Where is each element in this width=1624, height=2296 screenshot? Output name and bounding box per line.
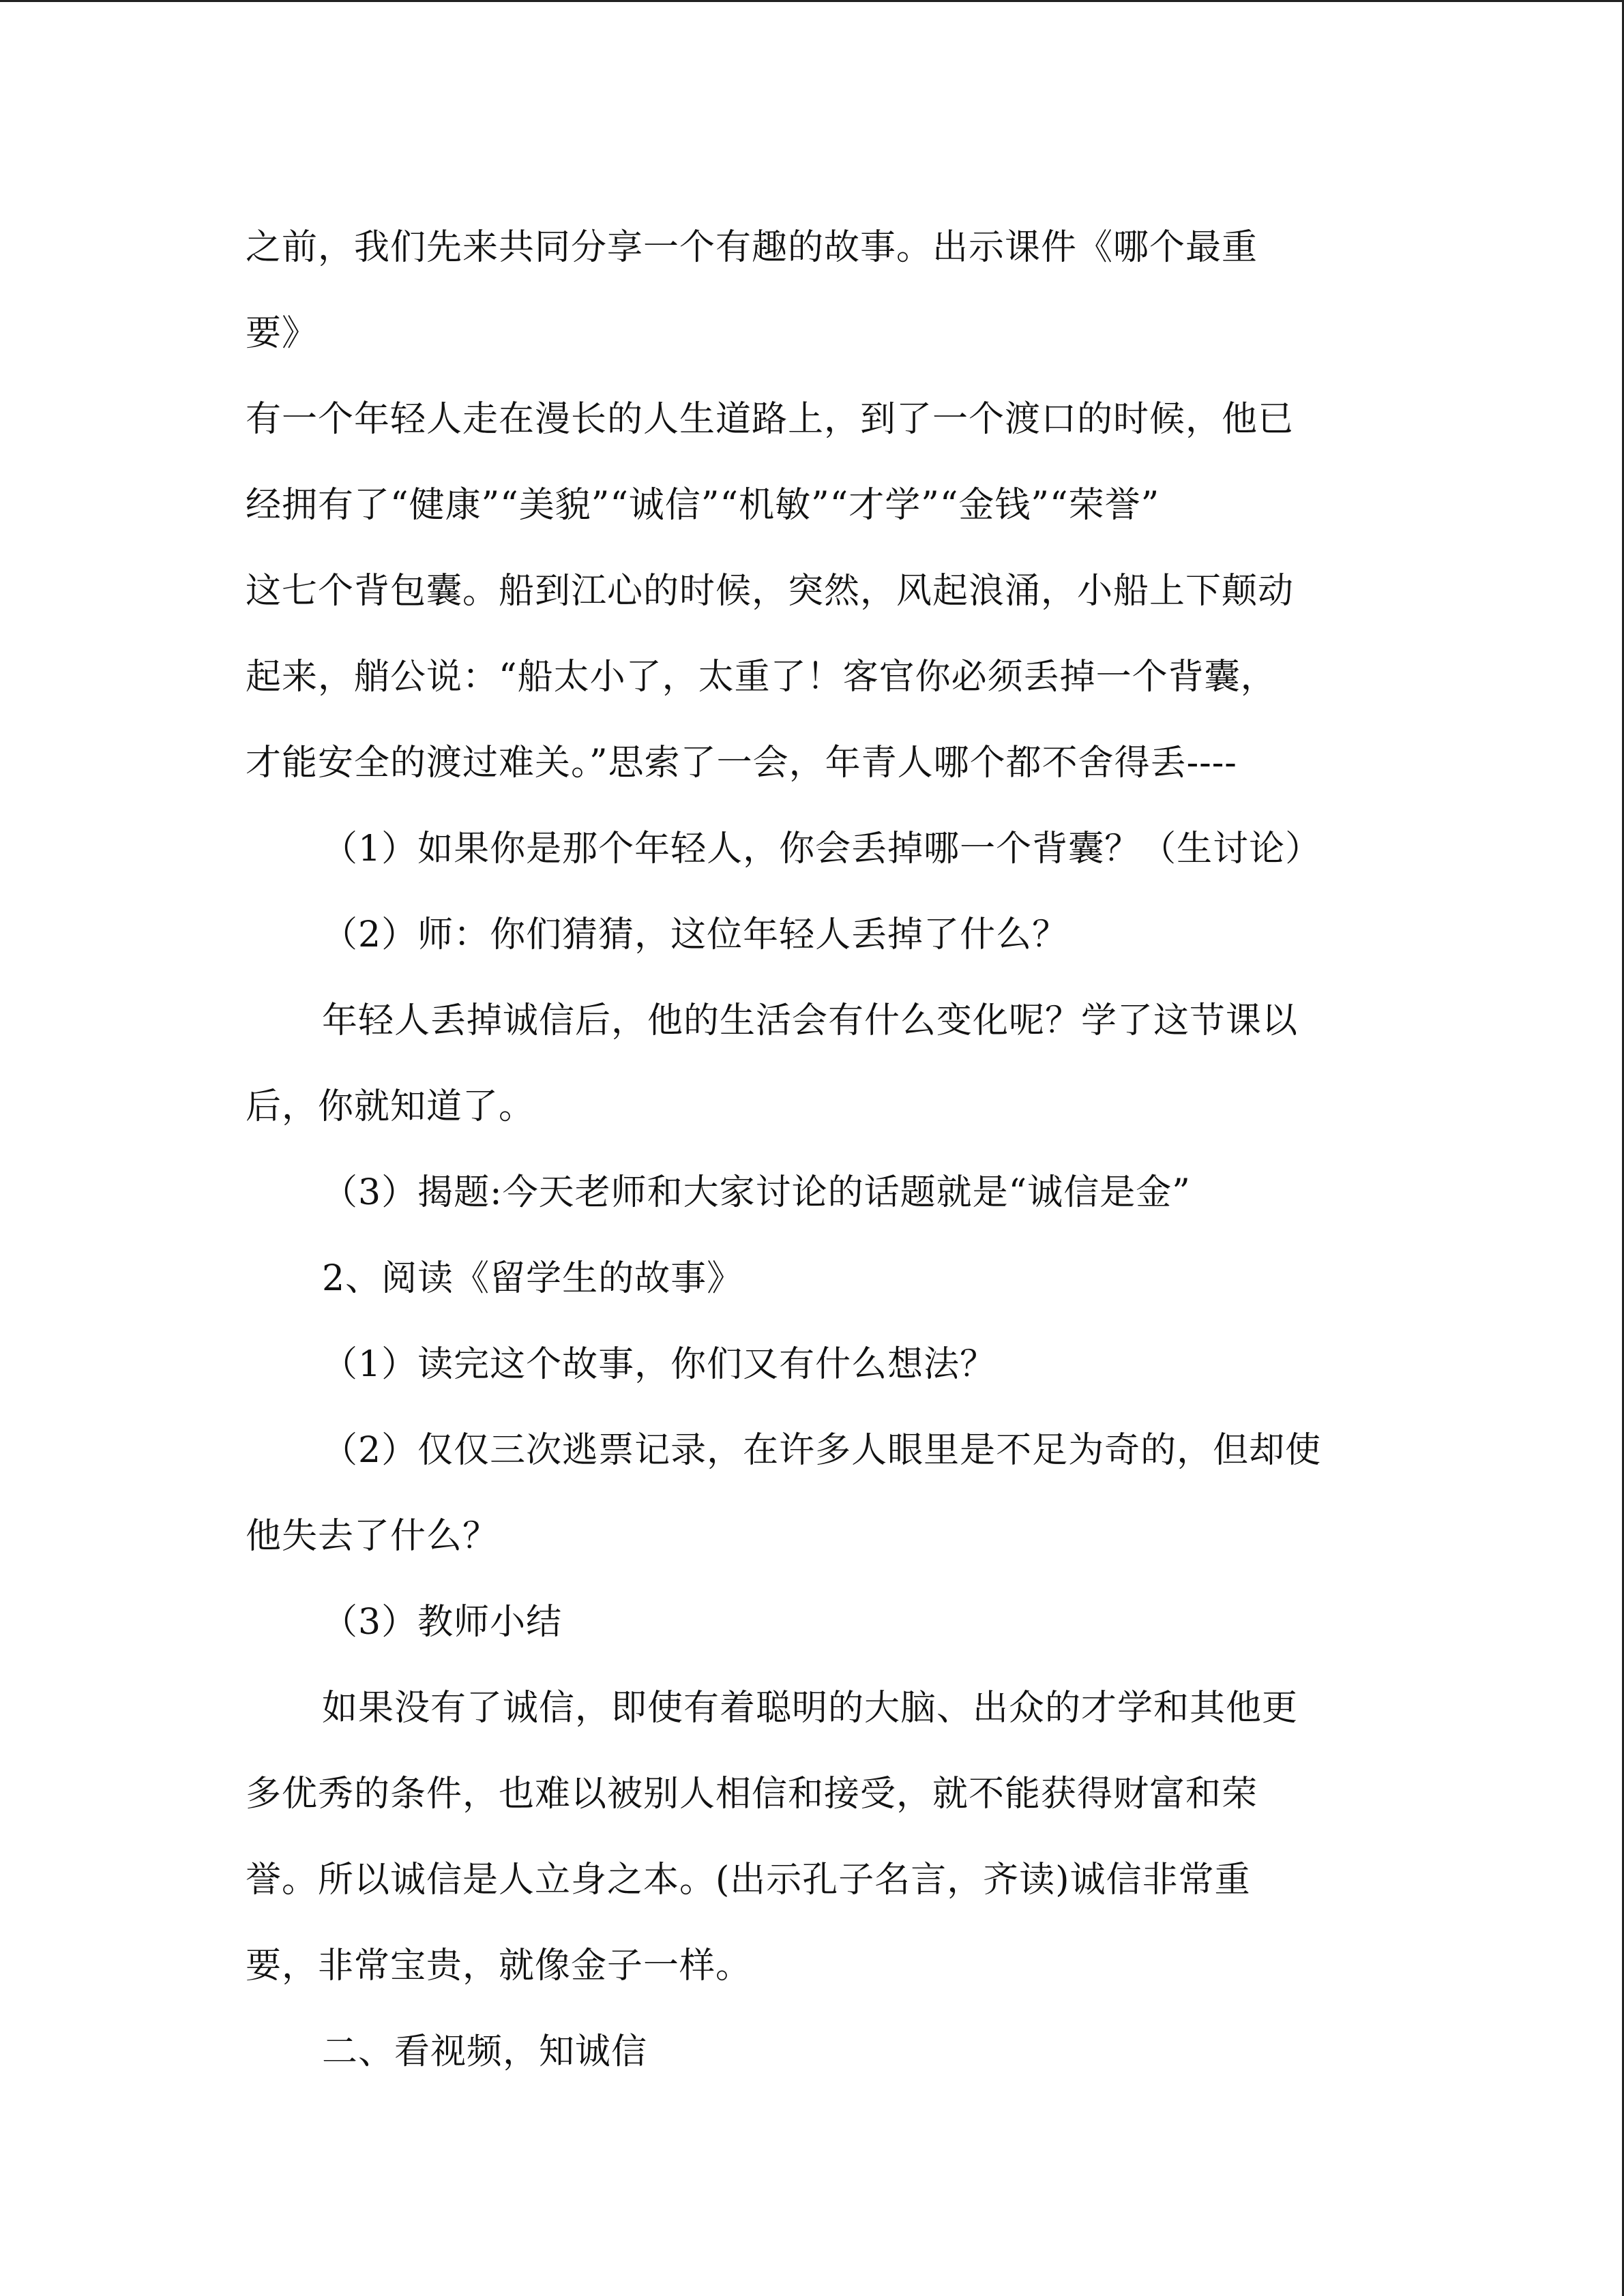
- text-line: 要，非常宝贵，就像金子一样。: [246, 1945, 752, 1986]
- text-line: 后，你就知道了。: [246, 1086, 535, 1127]
- text-line: （2）仅仅三次逃票记录，在许多人眼里是不足为奇的，但却使: [322, 1430, 1322, 1471]
- text-line: （3）教师小结: [322, 1602, 563, 1643]
- text-line: 2、阅读《留学生的故事》: [322, 1258, 743, 1299]
- text-line: 多优秀的条件，也难以被别人相信和接受，就不能获得财富和荣: [246, 1774, 1258, 1815]
- text-line: 年轻人丢掉诚信后，他的生活会有什么变化呢？学了这节课以: [322, 1000, 1299, 1041]
- text-line: 要》: [246, 313, 319, 354]
- text-line: 经拥有了“健康”“美貌”“诚信”“机敏”“才学”“金钱”“荣誉”: [246, 485, 1160, 526]
- text-line: 有一个年轻人走在漫长的人生道路上，到了一个渡口的时候，他已: [246, 399, 1295, 440]
- text-line: 誉。所以诚信是人立身之本。(出示孔子名言，齐读)诚信非常重: [246, 1860, 1251, 1900]
- text-line: 他失去了什么？: [246, 1516, 499, 1557]
- text-line: 之前，我们先来共同分享一个有趣的故事。出示课件《哪个最重: [246, 227, 1258, 268]
- text-line: 才能安全的渡过难关。”思索了一会，年青人哪个都不舍得丢----: [246, 743, 1237, 784]
- text-line: （1）如果你是那个年轻人，你会丢掉哪一个背囊？（生讨论）: [322, 829, 1322, 869]
- page-border-top: [0, 0, 1624, 2]
- text-line: 这七个背包囊。船到江心的时候，突然，风起浪涌，小船上下颠动: [246, 571, 1295, 612]
- text-line: 二、看视频，知诚信: [322, 2031, 648, 2072]
- text-line: 起来，艄公说：“船太小了，太重了！客官你必须丢掉一个背囊，: [246, 657, 1277, 698]
- text-line: （3）揭题:今天老师和大家讨论的话题就是“诚信是金”: [322, 1172, 1191, 1213]
- text-line: （2）师：你们猜猜，这位年轻人丢掉了什么？: [322, 914, 1069, 955]
- text-line: 如果没有了诚信，即使有着聪明的大脑、出众的才学和其他更: [322, 1688, 1299, 1729]
- document-body: [246, 205, 1378, 2095]
- text-line: （1）读完这个故事，你们又有什么想法？: [322, 1344, 996, 1385]
